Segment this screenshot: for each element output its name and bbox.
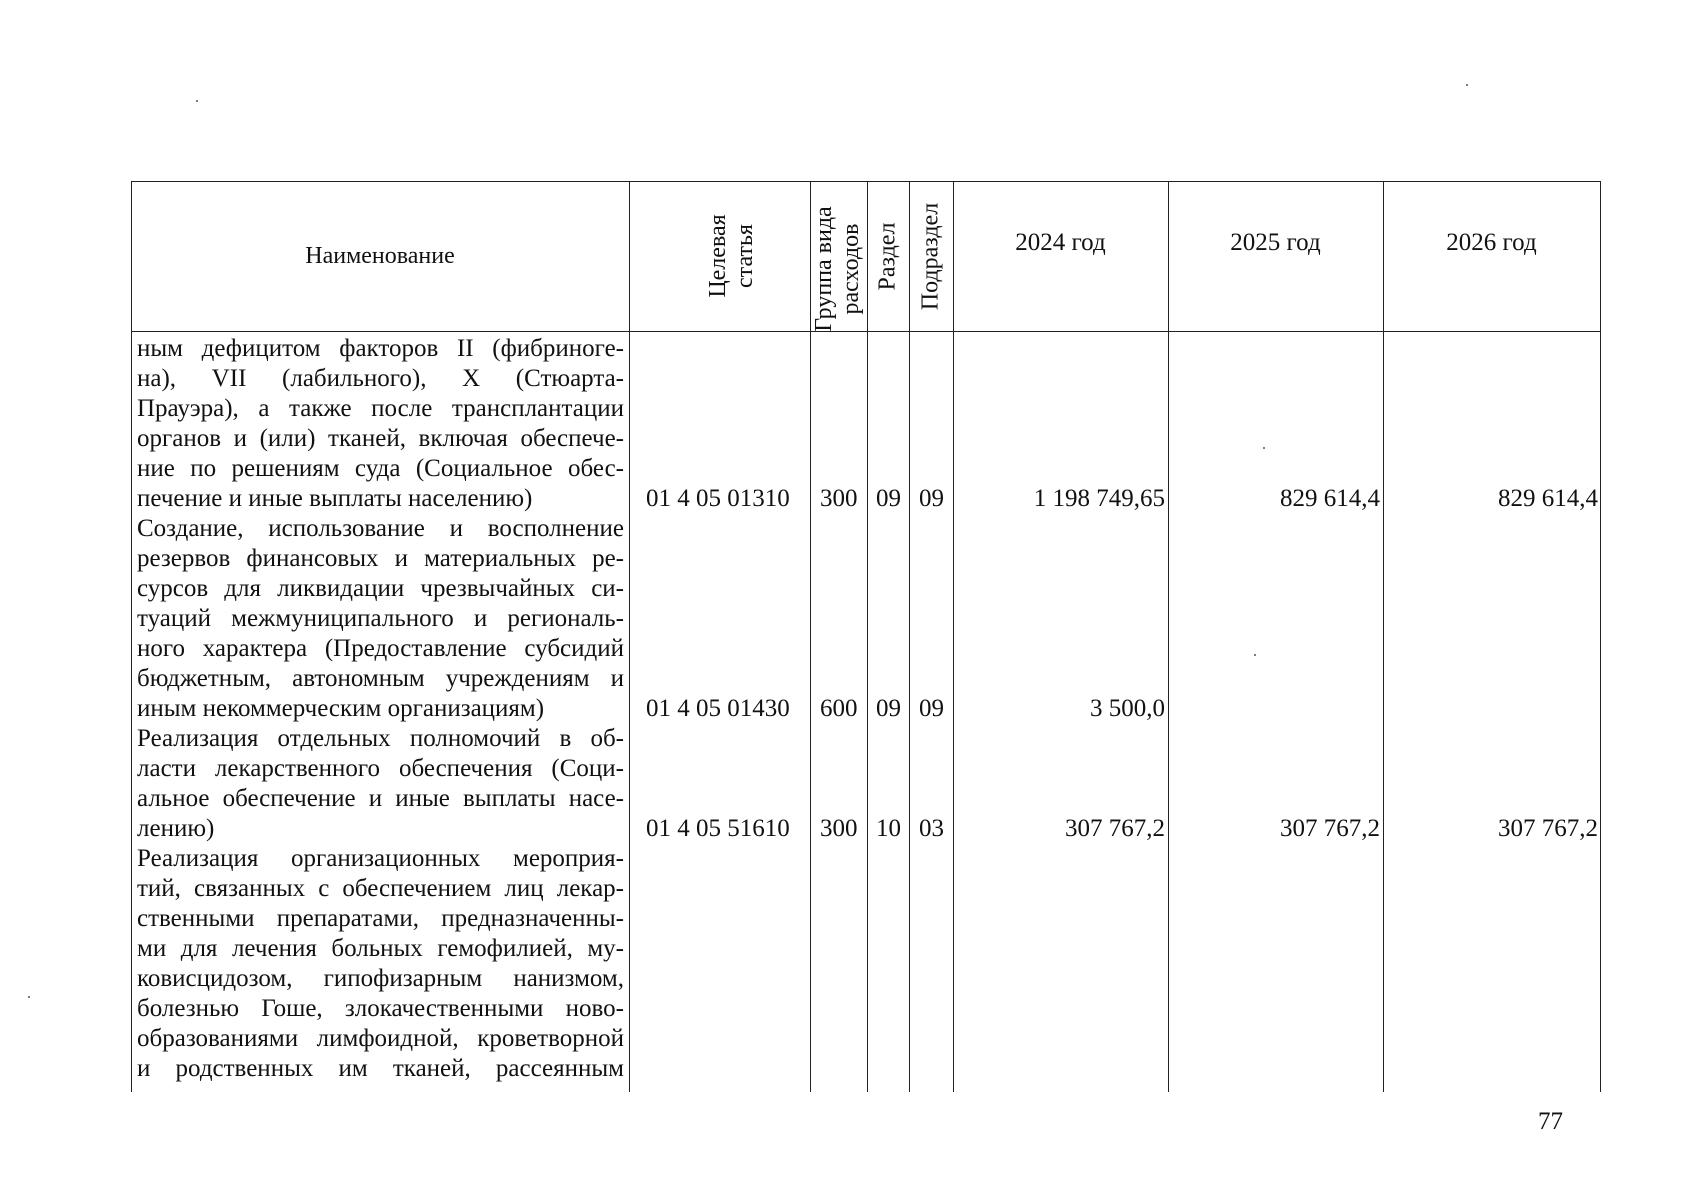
row-1-line-4: органов и (или) тканей, включая обеспече-	[137, 425, 624, 452]
row-2-line-1: Создание, использование и восполнение	[137, 515, 624, 542]
table-row-2-name	[137, 514, 624, 724]
scan-speck	[196, 100, 198, 102]
row-3-line-3: альное обеспечение и иные выплаты насе-	[137, 785, 624, 812]
row-3-group: 300	[820, 815, 858, 842]
row-1-section: 09	[876, 485, 901, 512]
row-2-line-5: ного характера (Предоставление субсидий	[137, 635, 624, 662]
scan-speck	[28, 996, 30, 998]
row-1-code: 01 4 05 01310	[646, 485, 790, 512]
row-2-line-7: иным некоммерческим организациям)	[137, 695, 545, 722]
page-number: 77	[1538, 1108, 1563, 1135]
row-3-2024: 307 767,2	[1065, 815, 1165, 842]
row-4-line-7: образованиями лимфоидной, кроветворной	[137, 1025, 624, 1052]
row-1-group: 300	[820, 485, 858, 512]
table-row-1-name	[137, 334, 624, 514]
row-2-group: 600	[820, 695, 858, 722]
row-4-line-1: Реализация организационных мероприя-	[137, 845, 624, 872]
row-1-line-1: ным дефицитом факторов II (фибриноге-	[137, 335, 624, 362]
row-4-line-2: тий, связанных с обеспечением лиц лекар-	[137, 875, 624, 902]
row-2-line-3: сурсов для ликвидации чрезвычайных си-	[137, 575, 624, 602]
row-2-line-4: туаций межмуниципального и региональ-	[137, 605, 624, 632]
row-3-section: 10	[876, 815, 901, 842]
row-4-line-8: и родственных им тканей, рассеянным	[137, 1055, 624, 1082]
scan-speck	[1466, 84, 1468, 86]
header-target-article-text: Целевая статья	[705, 214, 758, 298]
row-4-line-5: ковисцидозом, гипофизарным нанизмом,	[137, 965, 624, 992]
scan-speck	[1263, 447, 1265, 449]
row-1-subsection: 09	[919, 485, 944, 512]
table-row-3-name	[137, 724, 624, 844]
row-4-line-4: ми для лечения больных гемофилией, му-	[137, 935, 624, 962]
row-1-line-3: Прауэра), а также после трансплантации	[137, 395, 624, 422]
row-4-line-6: болезнью Гоше, злокачественными ново-	[137, 995, 624, 1022]
header-target-article	[705, 181, 758, 331]
row-3-code: 01 4 05 51610	[646, 815, 790, 842]
row-3-2025: 307 767,2	[1280, 815, 1380, 842]
row-3-line-1: Реализация отдельных полномочий в об-	[137, 725, 624, 752]
row-2-code: 01 4 05 01430	[646, 695, 790, 722]
row-1-2025: 829 614,4	[1280, 485, 1380, 512]
row-1-2024: 1 198 749,65	[1033, 485, 1165, 512]
table-row-4-name	[137, 844, 624, 1084]
header-subsection: Подраздел	[917, 202, 944, 311]
row-4-line-3: ственными препаратами, предназначенны-	[137, 905, 624, 932]
header-expense-group	[811, 194, 867, 344]
row-1-line-5: ние по решениям суда (Социальное обес-	[137, 455, 624, 482]
header-2025: 2025 год	[1230, 229, 1321, 256]
row-1-line-2: на), VII (лабильного), X (Стюарта-	[137, 365, 624, 392]
scan-speck	[1254, 654, 1256, 656]
header-2026: 2026 год	[1446, 229, 1537, 256]
row-2-section: 09	[876, 695, 901, 722]
row-2-subsection: 09	[919, 695, 944, 722]
row-3-line-2: ласти лекарственного обеспечения (Соци-	[137, 755, 624, 782]
row-2-line-2: резервов финансовых и материальных ре-	[137, 545, 624, 572]
row-1-line-6: печение и иные выплаты населению)	[137, 485, 533, 512]
row-2-2024: 3 500,0	[1090, 695, 1165, 722]
row-3-line-4: лению)	[137, 815, 215, 842]
header-name: Наименование	[305, 243, 455, 269]
header-section: Раздел	[874, 222, 901, 291]
row-1-2026: 829 614,4	[1498, 485, 1598, 512]
header-expense-group-text: Группа вида расходов	[811, 206, 864, 332]
header-2024: 2024 год	[1015, 229, 1106, 256]
row-3-2026: 307 767,2	[1498, 815, 1598, 842]
row-2-line-6: бюджетным, автономным учреждениям и	[137, 665, 624, 692]
row-3-subsection: 03	[919, 815, 944, 842]
